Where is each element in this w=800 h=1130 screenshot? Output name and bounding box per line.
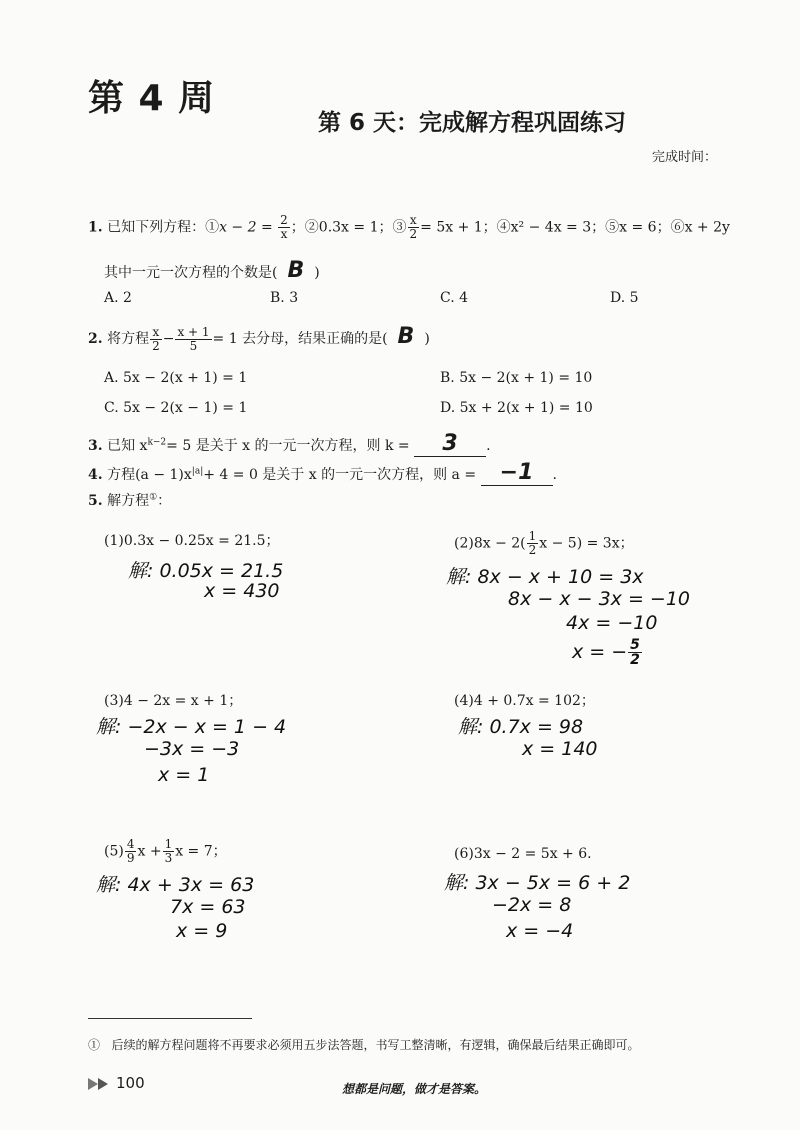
problem-5: (5) $\frac{4}{9}$ x + $\frac{1}{3}$ x = 7；: [104, 837, 227, 865]
footnote: [88, 1036, 639, 1053]
q1-answer: B: [287, 258, 305, 283]
question-4: [88, 460, 557, 486]
q1-lead: 已知下列方程：①: [107, 219, 220, 236]
q2-option-c: C. 5x − 2(x − 1) = 1: [104, 400, 248, 416]
q2-lead: 将方程: [107, 331, 150, 347]
problem-3: (3)4 − 2x = x + 1；: [104, 693, 243, 709]
q1-fraction-1: $\frac{2}{x}$: [280, 213, 288, 241]
q4-tail: + 4 = 0 是关于 x 的一元一次方程，则 a =: [203, 467, 477, 483]
q1-option-b: B. 3: [270, 290, 299, 306]
footnote-ref: ①: [149, 492, 158, 503]
q2-close: ): [424, 331, 430, 347]
q3-answer: 3: [442, 431, 458, 456]
solution-2-line-1: 解: 8x − x + 10 = 3x: [446, 566, 644, 588]
solution-4-line-1: 解: 0.7x = 98: [458, 716, 584, 738]
question-number: 4.: [88, 467, 103, 483]
q3-lead: 已知 x: [107, 438, 148, 454]
problem-2: (2)8x − 2( $\frac{1}{2}$ x − 5) = 3x；: [454, 529, 634, 557]
q1-prompt: 其中一元一次方程的个数是(: [104, 265, 278, 281]
question-1: [88, 214, 730, 241]
q4-lead: 方程(a − 1)x: [107, 467, 192, 483]
q2-option-a: A. 5x − 2(x + 1) = 1: [104, 370, 248, 386]
q3-exponent: k−2: [147, 437, 167, 448]
question-number: 1.: [88, 219, 103, 236]
solution-2-fraction: $\frac{5}{2}$: [630, 637, 640, 668]
footnote-mark: ①: [88, 1038, 101, 1052]
completion-time-label: 完成时间：: [652, 150, 718, 165]
q2-option-b: B. 5x − 2(x + 1) = 10: [440, 370, 593, 386]
q3-tail: = 5 是关于 x 的一元一次方程，则 k =: [166, 438, 410, 454]
double-arrow-icon: [88, 1077, 112, 1091]
q4-answer-blank: [481, 460, 553, 486]
page-number-area: [88, 1074, 145, 1092]
q2-fraction-1: $\frac{x}{2}$: [152, 324, 160, 353]
q4-end: .: [552, 467, 557, 483]
solution-5-line-3: x = 9: [176, 920, 228, 942]
question-number: 3.: [88, 438, 103, 454]
q2-tail: = 1 去分母，结果正确的是(: [212, 331, 388, 347]
question-number: 2.: [88, 331, 103, 347]
q5-lead: 解方程: [107, 493, 150, 509]
q3-end: .: [486, 438, 491, 454]
solution-6-line-1: 解: 3x − 5x = 6 + 2: [444, 872, 631, 894]
solution-3-line-3: x = 1: [158, 764, 210, 786]
solution-3-line-1: 解: −2x − x = 1 − 4: [96, 716, 287, 738]
problem-1: (1)0.3x − 0.25x = 21.5；: [104, 533, 280, 549]
footer-motto: 想都是问题，做才是答案。: [342, 1082, 487, 1096]
q3-answer-blank: [414, 431, 486, 457]
q1-close: ): [314, 265, 320, 281]
q1-option-c: C. 4: [440, 290, 469, 306]
q1-option-a: A. 2: [104, 290, 132, 306]
solution-4-line-2: x = 140: [522, 738, 598, 760]
solution-2-line-3: 4x = −10: [566, 612, 658, 634]
solution-2-line-4: x = − $\frac{5}{2}$: [572, 637, 640, 668]
question-number: 5.: [88, 493, 103, 509]
solution-1-line-1: 解: 0.05x = 21.5: [128, 560, 284, 582]
footnote-text: 后续的解方程问题将不再要求必须用五步法答题，书写工整清晰，有逻辑，确保最后结果正确即可。: [111, 1038, 640, 1052]
q1-fraction-2: $\frac{x}{2}$: [409, 213, 418, 241]
q1-eq1: x − 2 =: [219, 219, 273, 236]
question-3: [88, 431, 491, 457]
page-number: 100: [116, 1074, 145, 1092]
q2-minus: −: [162, 331, 175, 347]
question-5: 5. 解方程①：: [88, 492, 172, 509]
footnote-divider: [88, 1018, 252, 1019]
question-2: [88, 324, 430, 353]
day-title: 第 6 天：完成解方程巩固练习: [318, 110, 627, 136]
q2-fraction-2: $\frac{x + 1}{5}$: [177, 324, 210, 353]
q1-option-d: D. 5: [610, 290, 639, 306]
solution-1-line-2: x = 430: [204, 580, 280, 602]
week-title: 第 4 周: [88, 78, 216, 119]
question-1-line-2: [104, 258, 320, 283]
problem-6: (6)3x − 2 = 5x + 6.: [454, 846, 592, 862]
q4-answer: −1: [499, 460, 534, 485]
solution-3-line-2: −3x = −3: [144, 738, 240, 760]
solution-2-line-2: 8x − x − 3x = −10: [508, 588, 691, 610]
q2-answer: B: [397, 324, 415, 349]
q1-eq3: = 5x + 1；④x² − 4x = 3；⑤x = 6；⑥x + 2y: [420, 219, 730, 236]
q4-exponent: |a|: [191, 466, 204, 477]
q1-eq2: ；②0.3x = 1；③: [290, 219, 407, 236]
solution-5-line-1: 解: 4x + 3x = 63: [96, 874, 255, 896]
problem-4: (4)4 + 0.7x = 102；: [454, 693, 595, 709]
q2-option-d: D. 5x + 2(x + 1) = 10: [440, 400, 593, 416]
solution-6-line-2: −2x = 8: [492, 894, 572, 916]
solution-5-line-2: 7x = 63: [170, 896, 246, 918]
solution-6-line-3: x = −4: [506, 920, 574, 942]
